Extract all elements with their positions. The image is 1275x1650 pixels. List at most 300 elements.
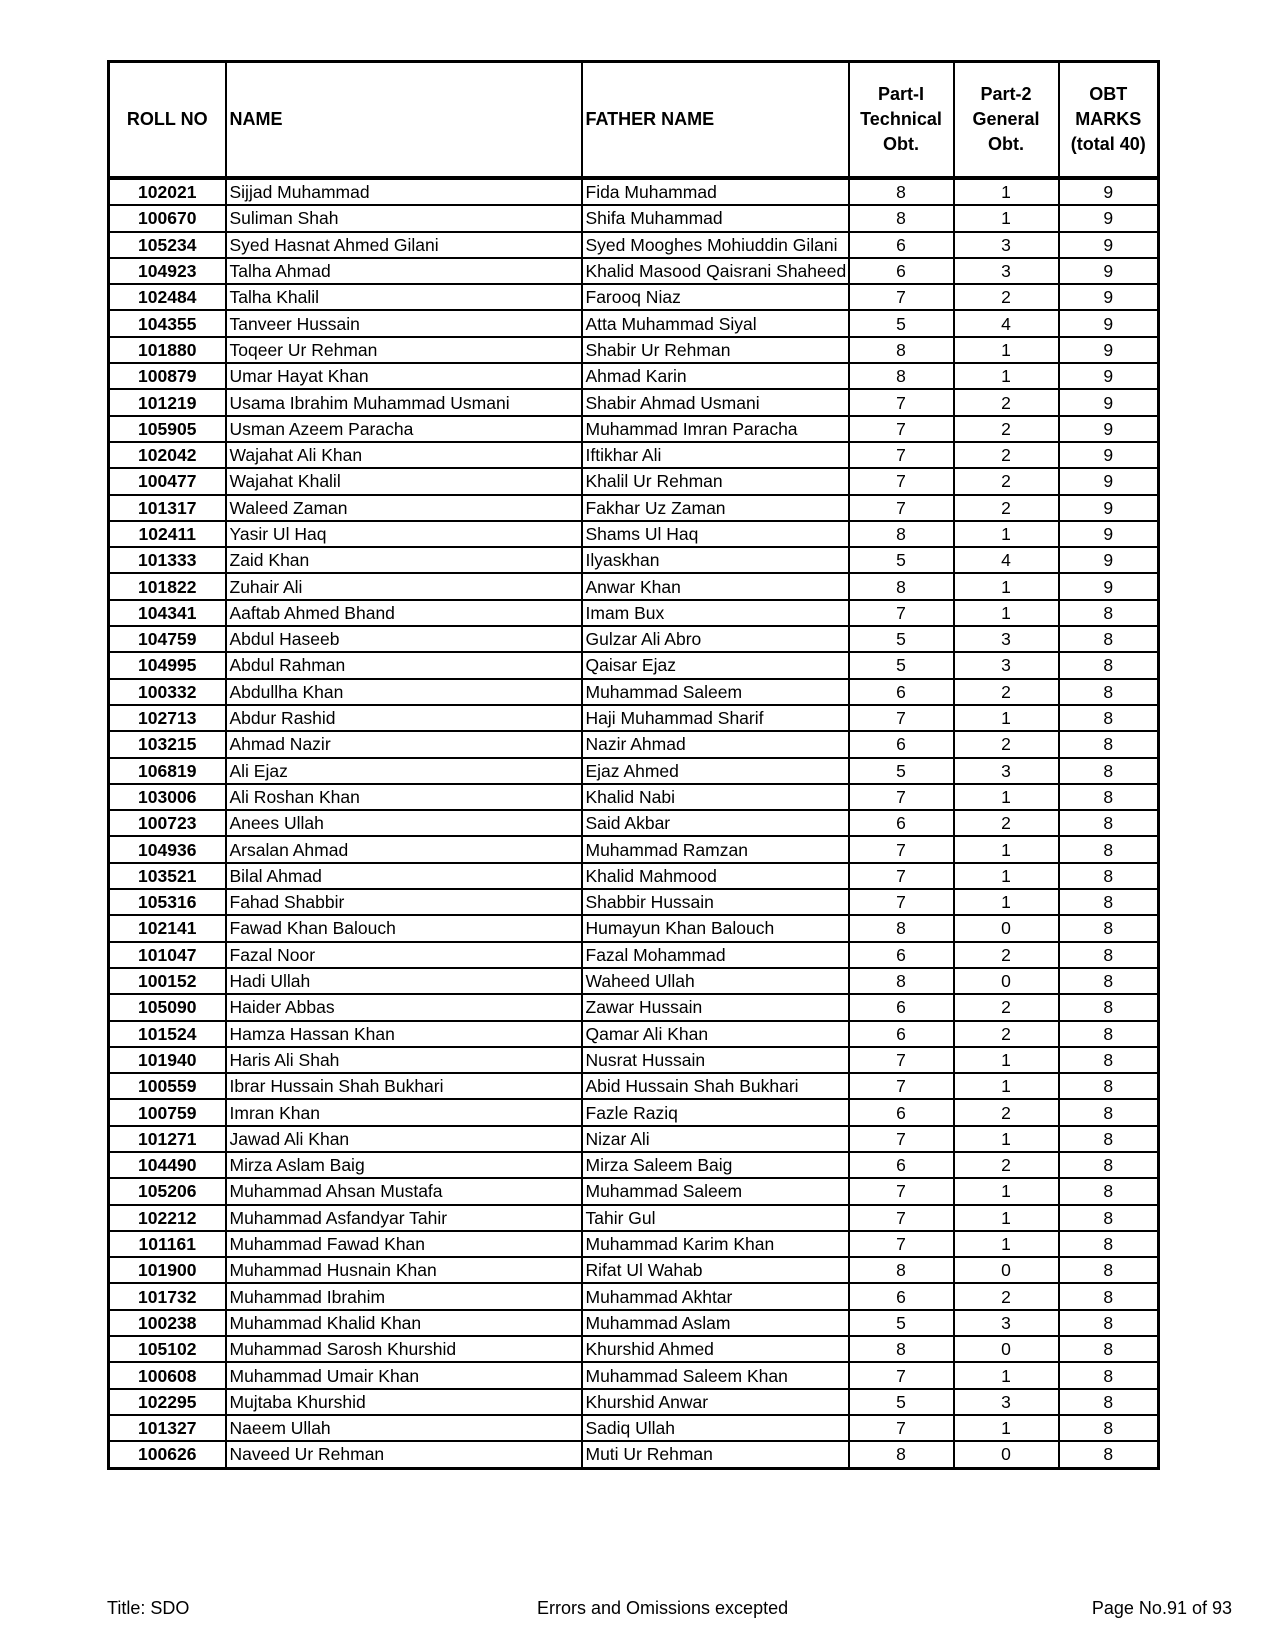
table-row [109,310,1159,336]
part2-general-cell: 2 [954,1152,1059,1178]
table-row [109,994,1159,1020]
roll-no-cell: 100332 [109,679,226,705]
obt-marks-cell: 8 [1059,705,1159,731]
father-name-cell: Khalil Ur Rehman [582,468,849,494]
father-name-cell: Shabir Ur Rehman [582,337,849,363]
name-cell: Zaid Khan [226,547,582,573]
name-cell: Wajahat Ali Khan [226,442,582,468]
table-row [109,284,1159,310]
table-row [109,1152,1159,1178]
obt-marks-cell: 8 [1059,994,1159,1020]
part1-technical-cell: 7 [849,705,954,731]
part2-general-cell: 2 [954,1021,1059,1047]
obt-marks-cell: 8 [1059,731,1159,757]
roll-no-cell: 105206 [109,1178,226,1204]
name-cell: Naeem Ullah [226,1415,582,1441]
header-row [109,62,1159,179]
part2-general-cell: 1 [954,705,1059,731]
roll-no-cell: 100626 [109,1441,226,1468]
obt-marks-cell: 9 [1059,416,1159,442]
part2-general-cell: 1 [954,600,1059,626]
obt-marks-cell: 9 [1059,258,1159,284]
roll-no-cell: 103215 [109,731,226,757]
obt-marks-cell: 9 [1059,363,1159,389]
roll-no-cell: 106819 [109,758,226,784]
table-row [109,784,1159,810]
roll-no-cell: 104995 [109,652,226,678]
header-part2-line2: General [972,109,1040,129]
name-cell: Syed Hasnat Ahmed Gilani [226,232,582,258]
father-name-cell: Ahmad Karin [582,363,849,389]
father-name-cell: Muhammad Akhtar [582,1283,849,1309]
name-cell: Bilal Ahmad [226,863,582,889]
part1-technical-cell: 5 [849,652,954,678]
table-row [109,1231,1159,1257]
part2-general-cell: 0 [954,915,1059,941]
name-cell: Aaftab Ahmed Bhand [226,600,582,626]
roll-no-cell: 101940 [109,1047,226,1073]
father-name-cell: Muhammad Karim Khan [582,1231,849,1257]
name-cell: Talha Khalil [226,284,582,310]
name-cell: Waleed Zaman [226,495,582,521]
part2-general-cell: 1 [954,863,1059,889]
part2-general-cell: 2 [954,468,1059,494]
obt-marks-cell: 8 [1059,652,1159,678]
obt-marks-cell: 9 [1059,389,1159,415]
part1-technical-cell: 7 [849,416,954,442]
part2-general-cell: 1 [954,1362,1059,1388]
part1-technical-cell: 8 [849,573,954,599]
obt-marks-cell: 8 [1059,810,1159,836]
name-cell: Ibrar Hussain Shah Bukhari [226,1073,582,1099]
name-cell: Abdul Rahman [226,652,582,678]
part2-general-cell: 2 [954,416,1059,442]
roll-no-cell: 100723 [109,810,226,836]
part2-general-cell: 0 [954,968,1059,994]
father-name-cell: Atta Muhammad Siyal [582,310,849,336]
header-obt-marks [1059,62,1159,179]
obt-marks-cell: 8 [1059,626,1159,652]
part1-technical-cell: 6 [849,232,954,258]
table-row [109,1336,1159,1362]
obt-marks-cell: 9 [1059,547,1159,573]
name-cell: Imran Khan [226,1099,582,1125]
roll-no-cell: 104936 [109,836,226,862]
table-row [109,1021,1159,1047]
part2-general-cell: 2 [954,810,1059,836]
part1-technical-cell: 8 [849,363,954,389]
father-name-cell: Sadiq Ullah [582,1415,849,1441]
header-part2-general [954,62,1059,179]
father-name-cell: Fida Muhammad [582,178,849,205]
part1-technical-cell: 5 [849,547,954,573]
father-name-cell: Muhammad Ramzan [582,836,849,862]
table-row [109,1310,1159,1336]
father-name-cell: Haji Muhammad Sharif [582,705,849,731]
roll-no-cell: 102295 [109,1389,226,1415]
name-cell: Zuhair Ali [226,573,582,599]
part1-technical-cell: 8 [849,1257,954,1283]
table-row [109,1441,1159,1468]
roll-no-cell: 105102 [109,1336,226,1362]
part1-technical-cell: 6 [849,994,954,1020]
part1-technical-cell: 6 [849,1021,954,1047]
father-name-cell: Khalid Mahmood [582,863,849,889]
name-cell: Arsalan Ahmad [226,836,582,862]
obt-marks-cell: 9 [1059,495,1159,521]
part2-general-cell: 3 [954,1310,1059,1336]
table-row [109,495,1159,521]
table-row [109,968,1159,994]
roll-no-cell: 102411 [109,521,226,547]
roll-no-cell: 101047 [109,942,226,968]
part2-general-cell: 3 [954,258,1059,284]
part2-general-cell: 1 [954,1178,1059,1204]
obt-marks-cell: 8 [1059,1231,1159,1257]
roll-no-cell: 105905 [109,416,226,442]
part2-general-cell: 3 [954,652,1059,678]
obt-marks-cell: 8 [1059,1310,1159,1336]
part2-general-cell: 4 [954,310,1059,336]
father-name-cell: Muhammad Aslam [582,1310,849,1336]
part1-technical-cell: 6 [849,731,954,757]
father-name-cell: Abid Hussain Shah Bukhari [582,1073,849,1099]
roll-no-cell: 100238 [109,1310,226,1336]
part2-general-cell: 2 [954,679,1059,705]
name-cell: Hadi Ullah [226,968,582,994]
obt-marks-cell: 8 [1059,942,1159,968]
header-obt-line2: MARKS [1075,109,1142,129]
header-roll-no: ROLL NO [109,62,226,179]
table-row [109,363,1159,389]
part1-technical-cell: 7 [849,784,954,810]
page-footer [107,1598,1232,1626]
header-part2-line3: Obt. [988,134,1024,154]
father-name-cell: Zawar Hussain [582,994,849,1020]
part1-technical-cell: 7 [849,1073,954,1099]
obt-marks-cell: 8 [1059,968,1159,994]
results-table-container [107,60,1157,1470]
name-cell: Haider Abbas [226,994,582,1020]
father-name-cell: Mirza Saleem Baig [582,1152,849,1178]
obt-marks-cell: 8 [1059,1126,1159,1152]
father-name-cell: Muti Ur Rehman [582,1441,849,1468]
part1-technical-cell: 6 [849,1152,954,1178]
roll-no-cell: 102713 [109,705,226,731]
name-cell: Tanveer Hussain [226,310,582,336]
roll-no-cell: 105234 [109,232,226,258]
header-obt-line3: (total 40) [1070,134,1146,154]
table-row [109,1415,1159,1441]
name-cell: Muhammad Ibrahim [226,1283,582,1309]
name-cell: Usman Azeem Paracha [226,416,582,442]
part2-general-cell: 4 [954,547,1059,573]
roll-no-cell: 104355 [109,310,226,336]
name-cell: Abdur Rashid [226,705,582,731]
table-row [109,626,1159,652]
part2-general-cell: 1 [954,1231,1059,1257]
table-row [109,705,1159,731]
father-name-cell: Fazle Raziq [582,1099,849,1125]
obt-marks-cell: 8 [1059,863,1159,889]
father-name-cell: Nazir Ahmad [582,731,849,757]
name-cell: Hamza Hassan Khan [226,1021,582,1047]
part2-general-cell: 1 [954,1047,1059,1073]
father-name-cell: Muhammad Imran Paracha [582,416,849,442]
name-cell: Abdul Haseeb [226,626,582,652]
part2-general-cell: 1 [954,836,1059,862]
part1-technical-cell: 8 [849,521,954,547]
table-row [109,416,1159,442]
name-cell: Muhammad Husnain Khan [226,1257,582,1283]
part1-technical-cell: 8 [849,337,954,363]
part2-general-cell: 3 [954,758,1059,784]
roll-no-cell: 105090 [109,994,226,1020]
table-row [109,521,1159,547]
father-name-cell: Qamar Ali Khan [582,1021,849,1047]
part2-general-cell: 0 [954,1441,1059,1468]
roll-no-cell: 101524 [109,1021,226,1047]
name-cell: Muhammad Asfandyar Tahir [226,1205,582,1231]
part2-general-cell: 1 [954,573,1059,599]
part1-technical-cell: 7 [849,1178,954,1204]
father-name-cell: Fazal Mohammad [582,942,849,968]
part2-general-cell: 2 [954,389,1059,415]
part2-general-cell: 3 [954,626,1059,652]
table-row [109,1257,1159,1283]
table-row [109,1178,1159,1204]
header-name: NAME [226,62,582,179]
father-name-cell: Imam Bux [582,600,849,626]
obt-marks-cell: 9 [1059,468,1159,494]
roll-no-cell: 101161 [109,1231,226,1257]
name-cell: Sijjad Muhammad [226,178,582,205]
table-row [109,1283,1159,1309]
header-obt-line1: OBT [1089,84,1128,104]
father-name-cell: Khalid Nabi [582,784,849,810]
table-row [109,600,1159,626]
roll-no-cell: 104923 [109,258,226,284]
name-cell: Toqeer Ur Rehman [226,337,582,363]
father-name-cell: Farooq Niaz [582,284,849,310]
table-row [109,573,1159,599]
part1-technical-cell: 6 [849,1283,954,1309]
obt-marks-cell: 9 [1059,310,1159,336]
father-name-cell: Ilyaskhan [582,547,849,573]
part1-technical-cell: 5 [849,626,954,652]
part1-technical-cell: 8 [849,968,954,994]
part1-technical-cell: 8 [849,915,954,941]
table-row [109,836,1159,862]
table-row [109,731,1159,757]
roll-no-cell: 101333 [109,547,226,573]
father-name-cell: Nizar Ali [582,1126,849,1152]
roll-no-cell: 100879 [109,363,226,389]
part2-general-cell: 0 [954,1336,1059,1362]
part2-general-cell: 2 [954,442,1059,468]
obt-marks-cell: 8 [1059,1283,1159,1309]
name-cell: Naveed Ur Rehman [226,1441,582,1468]
father-name-cell: Said Akbar [582,810,849,836]
header-part1-technical [849,62,954,179]
roll-no-cell: 101317 [109,495,226,521]
part1-technical-cell: 7 [849,1231,954,1257]
obt-marks-cell: 8 [1059,600,1159,626]
part1-technical-cell: 7 [849,468,954,494]
table-row [109,1047,1159,1073]
father-name-cell: Shabir Ahmad Usmani [582,389,849,415]
roll-no-cell: 101900 [109,1257,226,1283]
name-cell: Suliman Shah [226,205,582,231]
name-cell: Fawad Khan Balouch [226,915,582,941]
part2-general-cell: 2 [954,994,1059,1020]
father-name-cell: Muhammad Saleem [582,679,849,705]
roll-no-cell: 102042 [109,442,226,468]
roll-no-cell: 100152 [109,968,226,994]
roll-no-cell: 100759 [109,1099,226,1125]
part1-technical-cell: 8 [849,1441,954,1468]
father-name-cell: Rifat Ul Wahab [582,1257,849,1283]
father-name-cell: Shams Ul Haq [582,521,849,547]
obt-marks-cell: 8 [1059,758,1159,784]
father-name-cell: Khalid Masood Qaisrani Shaheed [582,258,849,284]
part2-general-cell: 1 [954,784,1059,810]
name-cell: Haris Ali Shah [226,1047,582,1073]
father-name-cell: Waheed Ullah [582,968,849,994]
roll-no-cell: 104341 [109,600,226,626]
obt-marks-cell: 8 [1059,1389,1159,1415]
part2-general-cell: 2 [954,495,1059,521]
father-name-cell: Qaisar Ejaz [582,652,849,678]
obt-marks-cell: 9 [1059,573,1159,599]
part1-technical-cell: 8 [849,1336,954,1362]
obt-marks-cell: 8 [1059,1257,1159,1283]
name-cell: Mujtaba Khurshid [226,1389,582,1415]
part1-technical-cell: 7 [849,1415,954,1441]
table-row [109,679,1159,705]
header-part2-line1: Part-2 [980,84,1032,104]
part1-technical-cell: 7 [849,495,954,521]
part1-technical-cell: 7 [849,1205,954,1231]
part1-technical-cell: 7 [849,1362,954,1388]
obt-marks-cell: 8 [1059,1441,1159,1468]
name-cell: Usama Ibrahim Muhammad Usmani [226,389,582,415]
part1-technical-cell: 5 [849,310,954,336]
roll-no-cell: 101219 [109,389,226,415]
part1-technical-cell: 5 [849,758,954,784]
obt-marks-cell: 9 [1059,232,1159,258]
obt-marks-cell: 9 [1059,442,1159,468]
father-name-cell: Nusrat Hussain [582,1047,849,1073]
part1-technical-cell: 6 [849,942,954,968]
obt-marks-cell: 8 [1059,679,1159,705]
obt-marks-cell: 8 [1059,784,1159,810]
part2-general-cell: 1 [954,521,1059,547]
part1-technical-cell: 7 [849,389,954,415]
part2-general-cell: 1 [954,1073,1059,1099]
father-name-cell: Iftikhar Ali [582,442,849,468]
part1-technical-cell: 7 [849,1126,954,1152]
obt-marks-cell: 8 [1059,889,1159,915]
header-part1-line2: Technical [860,109,942,129]
table-row [109,547,1159,573]
father-name-cell: Anwar Khan [582,573,849,599]
name-cell: Muhammad Ahsan Mustafa [226,1178,582,1204]
name-cell: Talha Ahmad [226,258,582,284]
father-name-cell: Muhammad Saleem [582,1178,849,1204]
name-cell: Fahad Shabbir [226,889,582,915]
obt-marks-cell: 8 [1059,915,1159,941]
table-row [109,232,1159,258]
part1-technical-cell: 6 [849,258,954,284]
obt-marks-cell: 8 [1059,1178,1159,1204]
name-cell: Muhammad Umair Khan [226,1362,582,1388]
part1-technical-cell: 6 [849,810,954,836]
roll-no-cell: 104759 [109,626,226,652]
table-row [109,1126,1159,1152]
obt-marks-cell: 8 [1059,1152,1159,1178]
table-row [109,1205,1159,1231]
part2-general-cell: 0 [954,1257,1059,1283]
roll-no-cell: 104490 [109,1152,226,1178]
roll-no-cell: 100559 [109,1073,226,1099]
part1-technical-cell: 7 [849,1047,954,1073]
name-cell: Jawad Ali Khan [226,1126,582,1152]
part2-general-cell: 1 [954,205,1059,231]
father-name-cell: Ejaz Ahmed [582,758,849,784]
part1-technical-cell: 6 [849,1099,954,1125]
part1-technical-cell: 8 [849,178,954,205]
table-row [109,863,1159,889]
obt-marks-cell: 8 [1059,1205,1159,1231]
name-cell: Muhammad Fawad Khan [226,1231,582,1257]
part1-technical-cell: 5 [849,1310,954,1336]
part1-technical-cell: 7 [849,889,954,915]
roll-no-cell: 100608 [109,1362,226,1388]
header-part1-line1: Part-I [877,84,924,104]
obt-marks-cell: 8 [1059,1099,1159,1125]
name-cell: Umar Hayat Khan [226,363,582,389]
part2-general-cell: 3 [954,1389,1059,1415]
name-cell: Abdullha Khan [226,679,582,705]
obt-marks-cell: 9 [1059,178,1159,205]
roll-no-cell: 103006 [109,784,226,810]
roll-no-cell: 101327 [109,1415,226,1441]
father-name-cell: Khurshid Anwar [582,1389,849,1415]
name-cell: Muhammad Khalid Khan [226,1310,582,1336]
father-name-cell: Muhammad Saleem Khan [582,1362,849,1388]
roll-no-cell: 100670 [109,205,226,231]
roll-no-cell: 103521 [109,863,226,889]
roll-no-cell: 102212 [109,1205,226,1231]
father-name-cell: Fakhar Uz Zaman [582,495,849,521]
part2-general-cell: 1 [954,1205,1059,1231]
obt-marks-cell: 9 [1059,337,1159,363]
table-row [109,178,1159,205]
part2-general-cell: 1 [954,1415,1059,1441]
obt-marks-cell: 8 [1059,1021,1159,1047]
footer-page-number: Page No.91 of 93 [1091,1598,1232,1618]
part2-general-cell: 1 [954,363,1059,389]
obt-marks-cell: 8 [1059,836,1159,862]
table-row [109,389,1159,415]
name-cell: Ahmad Nazir [226,731,582,757]
obt-marks-cell: 8 [1059,1047,1159,1073]
part2-general-cell: 1 [954,889,1059,915]
table-row [109,1362,1159,1388]
name-cell: Ali Roshan Khan [226,784,582,810]
obt-marks-cell: 9 [1059,521,1159,547]
